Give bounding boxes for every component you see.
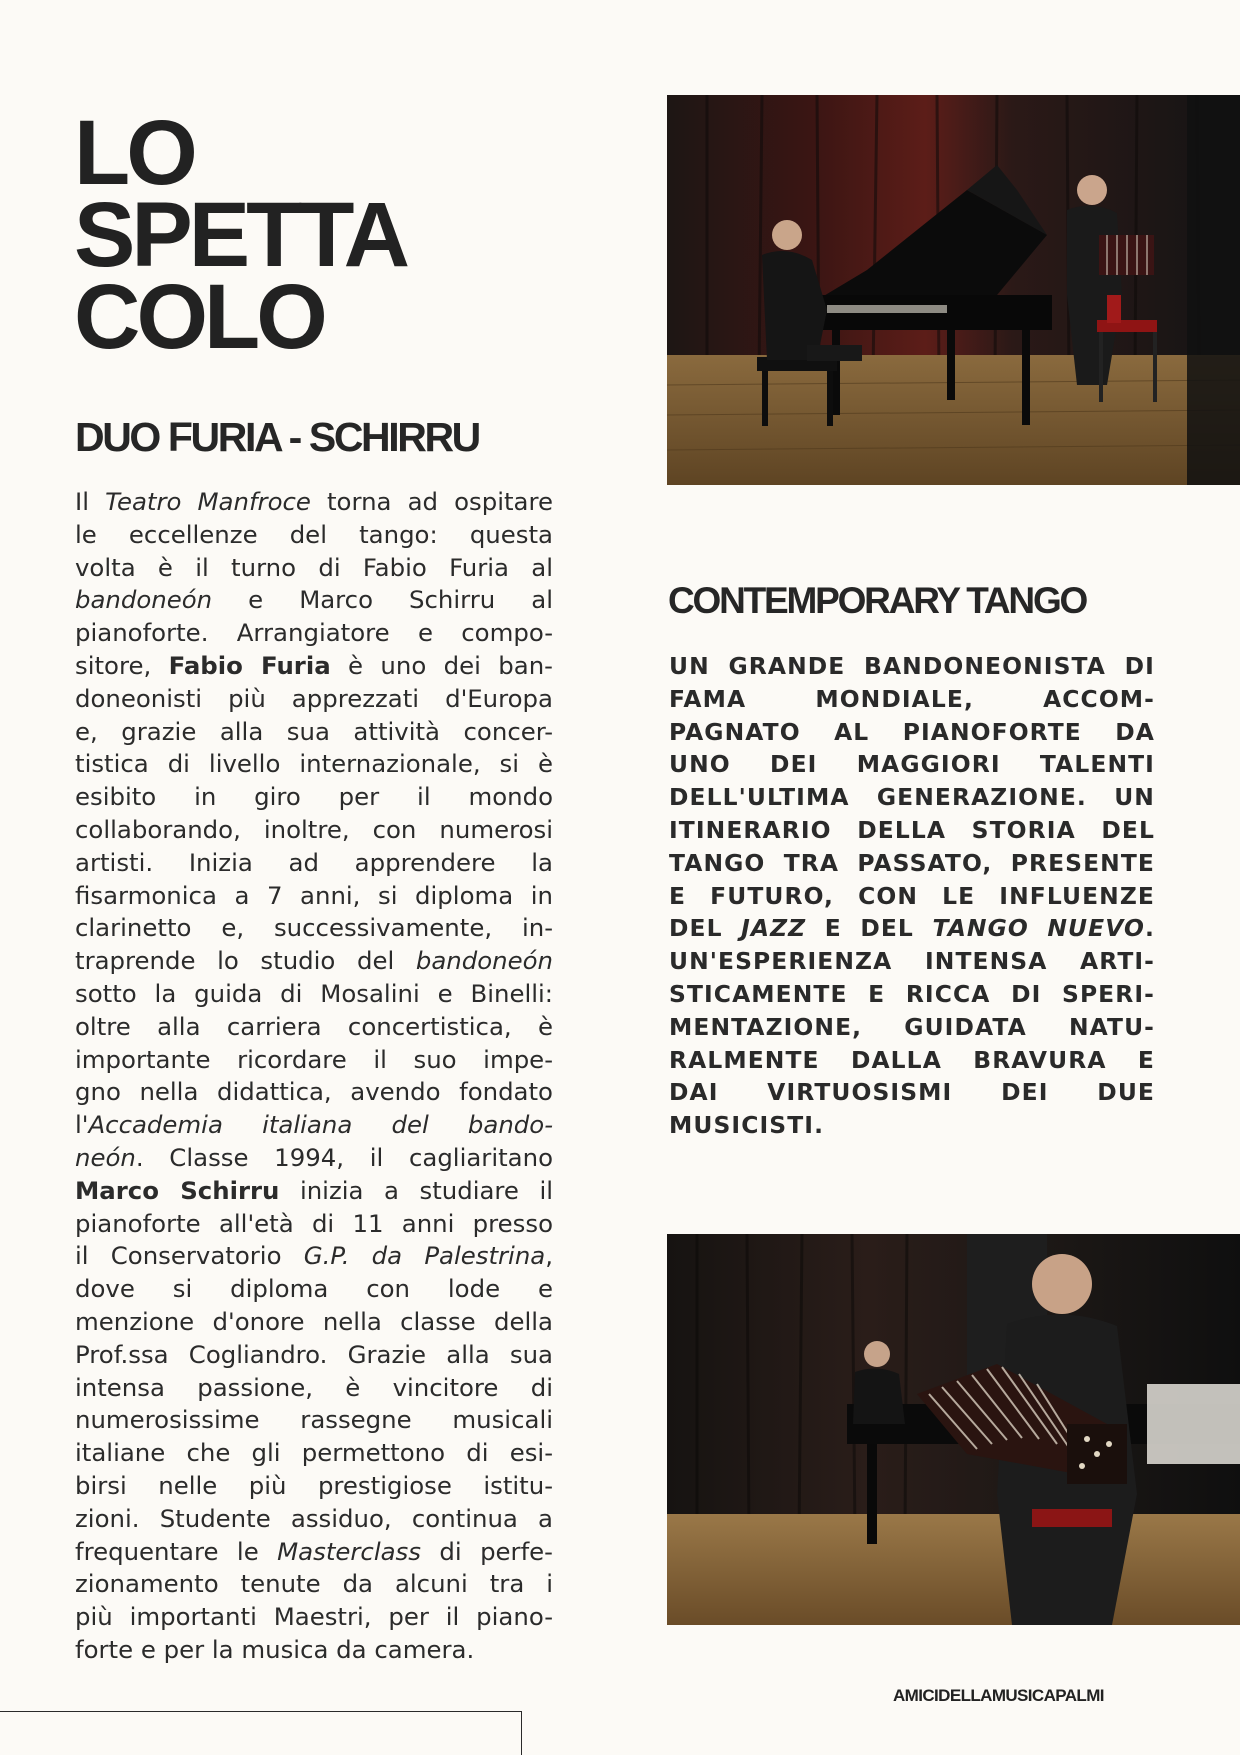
text-segment: pianoforte all'età di 11 anni presso [75,1208,553,1238]
article-line [75,1437,553,1470]
feature-line [669,1044,1155,1077]
article-line [75,1240,553,1273]
article-line [75,978,553,1011]
text-segment: pianoforte. Arrangiatore e compo- [75,618,553,648]
article-line [75,912,553,945]
text-segment: UN'ESPERIENZA INTENSA ARTI- [669,947,1155,976]
text-segment: MENTAZIONE, GUIDATA NATU- [669,1012,1155,1041]
text-segment: DEL [669,914,742,943]
feature-line [669,814,1155,847]
text-segment: DAI VIRTUOSISMI DEI DUE [669,1078,1155,1107]
text-segment: Il [75,487,106,516]
text-segment: esibito in giro per il mondo [75,782,553,812]
bandoneon-photo-illustration [667,1234,1240,1625]
text-segment: l' [75,1110,89,1140]
text-segment: torna ad ospitare [310,487,553,516]
text-segment: più importanti Maestri, per il piano- [75,1602,553,1632]
text-segment: traprende lo studio del [75,946,416,976]
bold-text: Fabio Furia [168,650,331,680]
feature-line [669,912,1155,945]
text-segment: artisti. Inizia ad apprendere la [75,847,553,877]
article-line [75,1536,553,1569]
article-line [75,650,553,683]
article-line [75,1404,553,1437]
article-line [75,1208,553,1241]
text-segment: e Marco Schirru al [212,585,553,615]
text-segment: zionamento tenute da alcuni tra i [75,1569,553,1599]
text-segment: di perfe- [420,1536,553,1566]
text-segment: tistica di livello internazionale, si è [75,749,553,779]
article-line [75,486,553,519]
text-segment: doneonisti più apprezzati d'Europa [75,683,553,713]
text-segment: sotto la guida di Mosalini e Binelli: [75,978,553,1008]
title-line-1: LO [74,102,194,204]
text-segment: E DEL [806,914,933,943]
text-segment: oltre alla carriera concertistica, è [75,1011,553,1041]
text-segment: Prof.ssa Cogliandro. Grazie alla sua [75,1339,553,1369]
text-segment: volta è il turno di Fabio Furia al [75,552,553,582]
italic-text: Masterclass [277,1536,421,1566]
text-segment: frequentare le [75,1536,278,1566]
text-segment: è uno dei ban- [330,650,553,680]
text-segment: inizia a studiare il [279,1175,554,1205]
text-segment: ITINERARIO DELLA STORIA DEL [669,815,1155,844]
bold-text: Marco Schirru [75,1175,280,1205]
italic-text: bandoneón [415,946,553,976]
article-line [75,1175,553,1208]
article-line [75,1076,553,1109]
article-line [75,814,553,847]
article-line [75,880,553,913]
feature-line [669,945,1155,978]
italic-text: Teatro Manfroce [105,487,311,516]
italic-text: Accademia italiana del bando- [88,1110,553,1140]
text-segment: MUSICISTI. [669,1111,825,1140]
feature-line [669,1011,1155,1044]
feature-line [669,683,1155,716]
feature-line [669,847,1155,880]
concert-photo-stage [667,95,1240,485]
text-segment: zioni. Studente assiduo, continua a [75,1503,553,1533]
feature-line [669,978,1155,1011]
article-body [75,486,553,1667]
text-segment: fisarmonica a 7 anni, si diploma in [75,880,553,910]
text-segment: importante ricordare il suo impe- [75,1044,553,1074]
article-line [75,519,553,552]
text-segment: E FUTURO, CON LE INFLUENZE [669,881,1155,910]
article-line [75,1142,553,1175]
article-line [75,1044,553,1077]
article-line [75,781,553,814]
text-segment: , [545,1241,553,1271]
italic-text: TANGO NUEVO [932,914,1145,943]
stage-photo-illustration [667,95,1240,485]
text-segment: e, grazie alla sua attività concer- [75,716,553,746]
article-line [75,584,553,617]
article-line [75,1601,553,1634]
article-line [75,1503,553,1536]
title-line-3: COLO [74,266,324,368]
text-segment: sitore, [75,650,169,680]
article-line [75,1011,553,1044]
text-segment: UN GRANDE BANDONEONISTA DI [669,652,1155,680]
article-line [75,847,553,880]
feature-line [669,716,1155,749]
concert-photo-bandoneon [667,1234,1240,1625]
italic-text: neón [75,1142,136,1172]
article-line [75,748,553,781]
italic-text: JAZZ [741,914,807,943]
text-segment: le eccellenze del tango: questa [75,519,553,549]
article-line [75,1372,553,1405]
article-line [75,1273,553,1306]
feature-line [669,781,1155,814]
page-title [74,102,574,368]
footer-rule [0,1711,522,1755]
text-segment: clarinetto e, successivamente, in- [75,913,553,943]
text-segment: menzione d'onore nella classe della [75,1306,553,1336]
text-segment: . Classe 1994, il cagliaritano [135,1142,553,1172]
article-line [75,716,553,749]
feature-line [669,748,1155,781]
feature-line [669,880,1155,913]
italic-text: G.P. da Palestrina [303,1241,546,1271]
article-line [75,1634,553,1667]
text-segment: intensa passione, è vincitore di [75,1372,553,1402]
text-segment: italiane che gli permettono di esi- [75,1438,553,1468]
article-line [75,617,553,650]
article-line [75,945,553,978]
text-segment: FAMA MONDIALE, ACCOM- [669,684,1155,713]
text-segment: DELL'ULTIMA GENERAZIONE. UN [669,783,1155,812]
article-line [75,1568,553,1601]
text-segment: collaborando, inoltre, con numerosi [75,814,553,844]
text-segment: gno nella didattica, avendo fondato [75,1077,553,1107]
text-segment: numerosissime rassegne musicali [75,1405,553,1435]
text-segment: STICAMENTE E RICCA DI SPERI- [669,979,1155,1008]
footer-brand: AMICIDELLAMUSICAPALMI [893,1686,1104,1705]
text-segment: RALMENTE DALLA BRAVURA E [669,1045,1155,1074]
feature-line [669,1109,1155,1142]
article-line [75,1339,553,1372]
title-line-2: SPETTA [74,184,407,286]
italic-text: bandoneón [75,585,213,615]
article-line [75,1306,553,1339]
text-segment: il Conservatorio [75,1241,304,1271]
feature-line [669,650,1155,683]
feature-body [669,650,1155,1142]
text-segment: . [1144,914,1155,943]
text-segment: dove si diploma con lode e [75,1274,553,1304]
text-segment: birsi nelle più prestigiose istitu- [75,1470,553,1500]
article-line [75,1470,553,1503]
feature-line [669,1076,1155,1109]
text-segment: PAGNATO AL PIANOFORTE DA [669,717,1155,746]
text-segment: forte e per la musica da camera. [75,1634,475,1664]
text-segment: TANGO TRA PASSATO, PRESENTE [669,848,1155,877]
article-line [75,1109,553,1142]
text-segment: UNO DEI MAGGIORI TALENTI [669,750,1155,779]
article-line [75,683,553,716]
section-title: CONTEMPORARY TANGO [668,580,1087,621]
subtitle: DUO FURIA - SCHIRRU [75,414,479,460]
article-line [75,552,553,585]
